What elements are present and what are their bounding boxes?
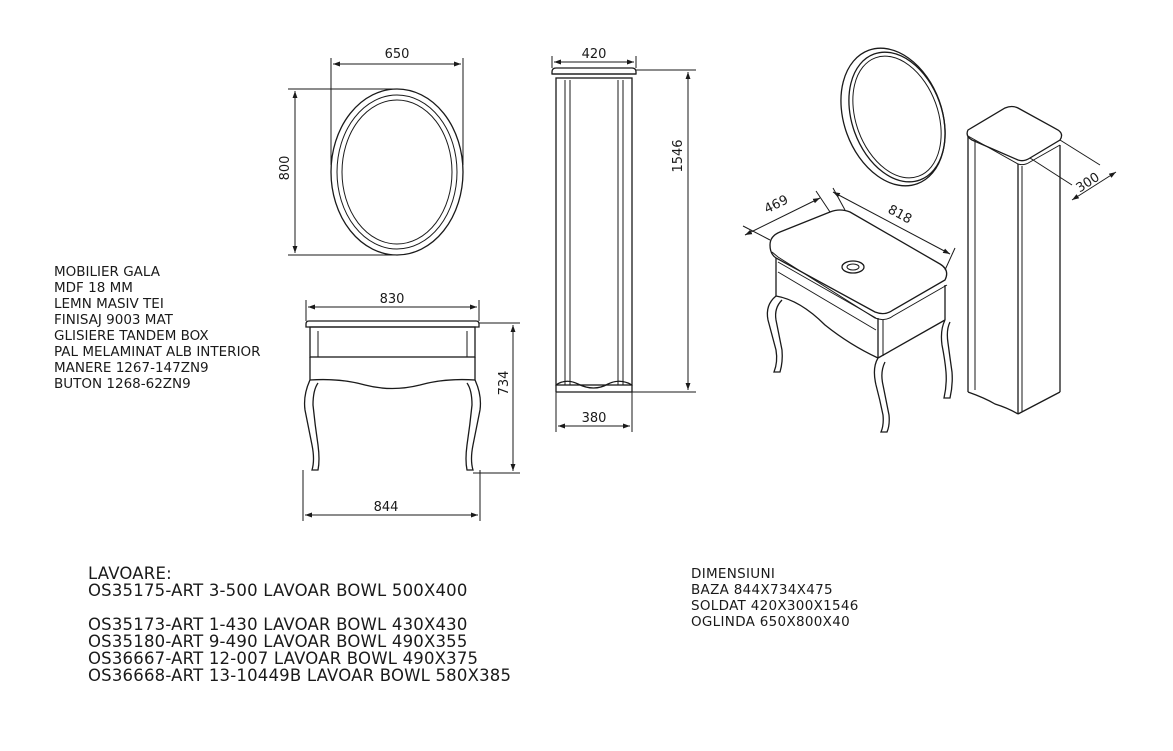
base-bottom-width-label: 844 xyxy=(373,500,399,515)
iso-column-depth-label: 300 xyxy=(1073,170,1103,197)
sink-item: OS35175-ART 3-500 LAVOAR BOWL 500X400 xyxy=(88,581,468,600)
dimension-list xyxy=(691,568,859,632)
iso-column xyxy=(967,107,1116,415)
mirror-width-label: 650 xyxy=(384,47,410,62)
base-top-width-label: 830 xyxy=(379,292,405,307)
column-side-view xyxy=(552,47,696,432)
spec-line: MDF 18 MM xyxy=(54,280,133,296)
base-height-label: 734 xyxy=(497,370,512,396)
specs-list xyxy=(54,266,261,394)
column-base-width-label: 380 xyxy=(581,411,607,426)
column-top-width-label: 420 xyxy=(581,47,607,62)
sinks-heading: LAVOARE: xyxy=(88,564,172,583)
iso-mirror xyxy=(823,34,964,201)
spec-line: FINISAJ 9003 MAT xyxy=(54,312,173,328)
sinks-list xyxy=(88,566,511,685)
spec-line: PAL MELAMINAT ALB INTERIOR xyxy=(54,344,261,360)
mirror-front-view xyxy=(278,47,463,255)
dimension-item: OGLINDA 650X800X40 xyxy=(691,614,850,630)
spec-line: GLISIERE TANDEM BOX xyxy=(54,328,209,344)
sink-item: OS36667-ART 12-007 LAVOAR BOWL 490X375 xyxy=(88,649,479,668)
sink-item: OS35180-ART 9-490 LAVOAR BOWL 490X355 xyxy=(88,632,468,651)
spec-line: MOBILIER GALA xyxy=(54,264,160,280)
mirror-height-label: 800 xyxy=(278,155,293,181)
spec-line: MANERE 1267-147ZN9 xyxy=(54,360,209,376)
dimension-heading: DIMENSIUNI xyxy=(691,566,776,582)
iso-width-label: 818 xyxy=(885,202,915,228)
dimension-item: SOLDAT 420X300X1546 xyxy=(691,598,859,614)
iso-vanity xyxy=(743,188,955,432)
column-height-label: 1546 xyxy=(671,139,686,173)
base-front-view xyxy=(303,292,520,521)
sink-item: OS35173-ART 1-430 LAVOAR BOWL 430X430 xyxy=(88,615,468,634)
dimension-item: BAZA 844X734X475 xyxy=(691,582,833,598)
spec-line: LEMN MASIV TEI xyxy=(54,296,164,312)
spec-line: BUTON 1268-62ZN9 xyxy=(54,376,191,392)
iso-depth-label: 469 xyxy=(762,192,791,218)
sink-item: OS36668-ART 13-10449B LAVOAR BOWL 580X385 xyxy=(88,666,512,685)
